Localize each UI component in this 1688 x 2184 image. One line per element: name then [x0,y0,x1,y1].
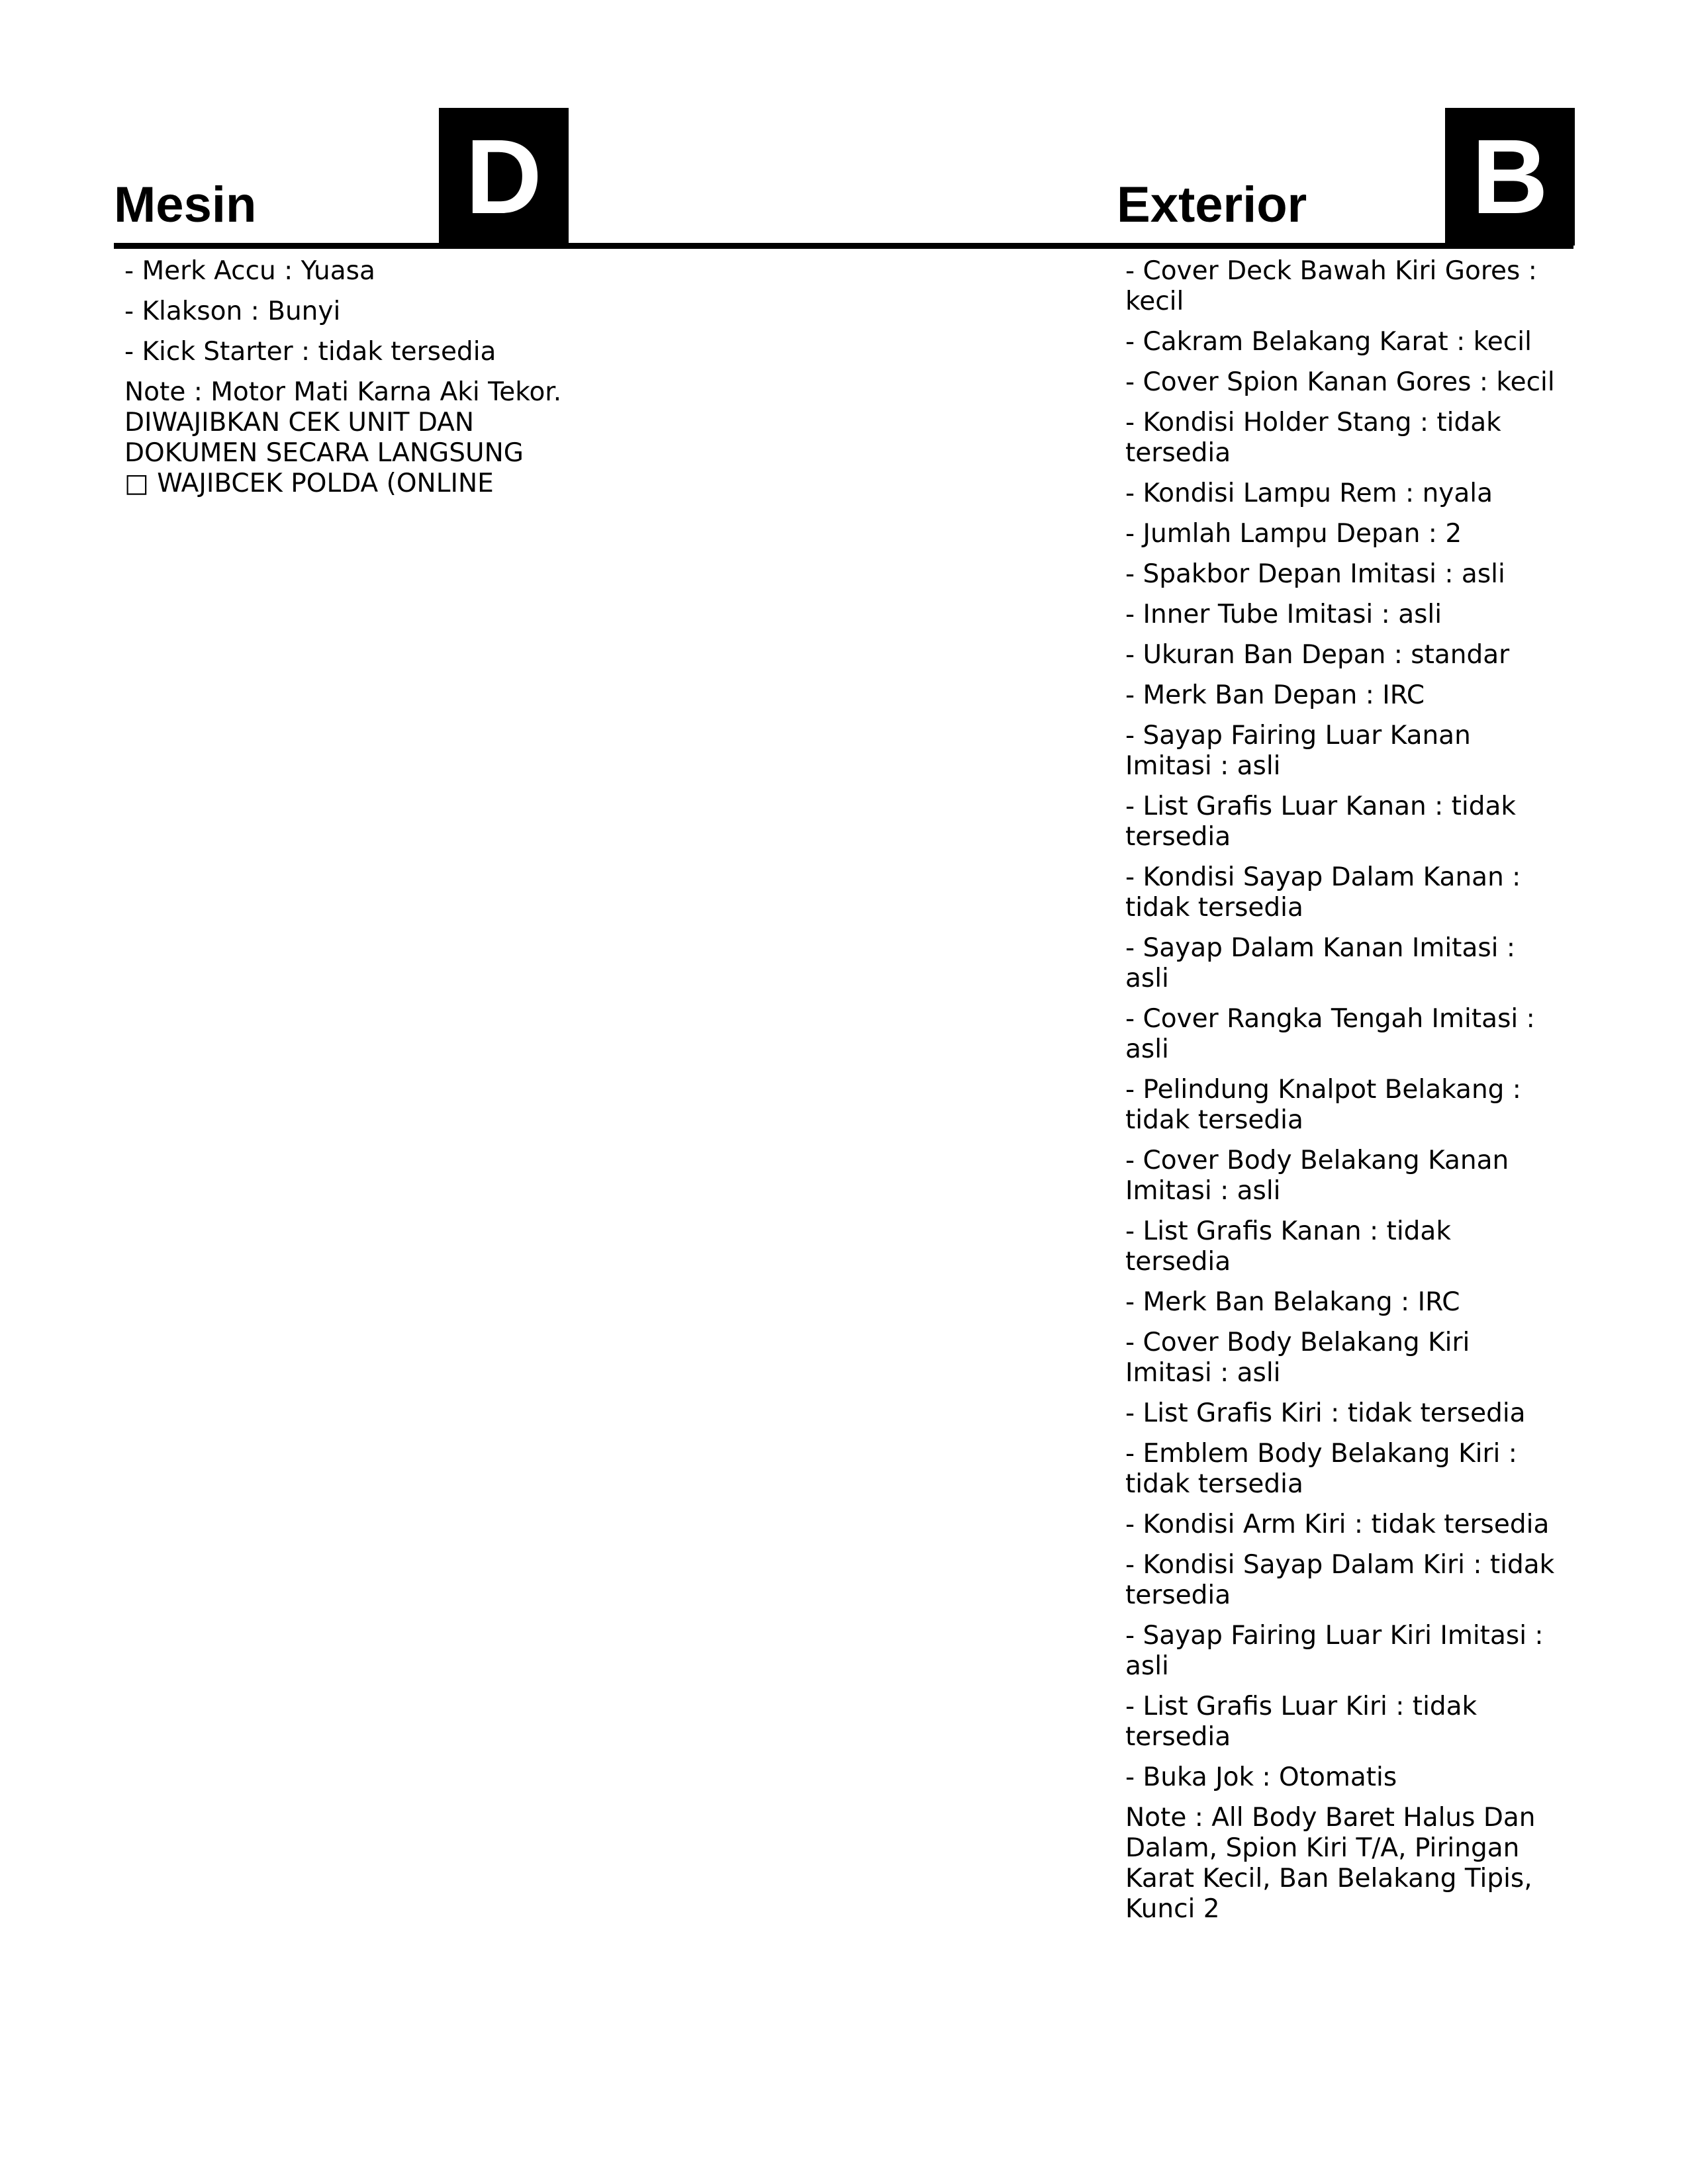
mesin-list-item: - Kick Starter : tidak tersedia [124,337,496,367]
exterior-list-item: - List Grafis Luar Kanan : tidak tersedia [1125,792,1516,852]
mesin-grade-badge: D [439,108,569,246]
exterior-section-title: Exterior [1117,177,1307,233]
mesin-list-item: - Merk Accu : Yuasa [124,256,375,286]
exterior-list-item: - Kondisi Holder Stang : tidak tersedia [1125,408,1501,468]
exterior-list-item: - Kondisi Sayap Dalam Kiri : tidak tersedia [1125,1550,1555,1610]
exterior-list-item: - Cover Body Belakang Kiri Imitasi : asli [1125,1328,1470,1388]
exterior-list-item: - Merk Ban Belakang : IRC [1125,1287,1460,1317]
exterior-list-item: - Kondisi Arm Kiri : tidak tersedia [1125,1510,1550,1539]
exterior-list-item: - Cakram Belakang Karat : kecil [1125,327,1532,357]
exterior-list-item: - Sayap Fairing Luar Kiri Imitasi : asli [1125,1621,1544,1681]
exterior-list-item: - Ukuran Ban Depan : standar [1125,640,1510,670]
mesin-note: Note : Motor Mati Karna Aki Tekor. DIWAJIBKAN CEK UNIT DAN DOKUMEN SECARA LANGSUNG □ WAJIBCEK POLDA (ONLINE [124,377,562,498]
exterior-list-item: - List Grafis Kiri : tidak tersedia [1125,1398,1526,1428]
exterior-list-item: - Pelindung Knalpot Belakang : tidak tersedia [1125,1075,1521,1135]
exterior-note: Note : All Body Baret Halus Dan Dalam, Spion Kiri T/A, Piringan Karat Kecil, Ban Belakang Tipis, Kunci 2 [1125,1803,1536,1924]
exterior-list-item: - Jumlah Lampu Depan : 2 [1125,519,1462,549]
exterior-grade-badge: B [1445,108,1575,246]
exterior-list-item: - Spakbor Depan Imitasi : asli [1125,559,1505,589]
mesin-section-title: Mesin [114,177,257,233]
exterior-list-item: - Inner Tube Imitasi : asli [1125,600,1442,629]
exterior-list-item: - Kondisi Lampu Rem : nyala [1125,478,1493,508]
exterior-list-item: - Cover Rangka Tengah Imitasi : asli [1125,1004,1535,1064]
exterior-list-item: - Merk Ban Depan : IRC [1125,680,1425,710]
exterior-item-list [1125,256,1562,1934]
exterior-list-item: - List Grafis Kanan : tidak tersedia [1125,1216,1451,1277]
exterior-list-item: - Cover Spion Kanan Gores : kecil [1125,367,1555,397]
exterior-list-item: - Sayap Fairing Luar Kanan Imitasi : asli [1125,721,1471,781]
exterior-list-item: - Sayap Dalam Kanan Imitasi : asli [1125,933,1516,993]
mesin-list-item: - Klakson : Bunyi [124,296,341,326]
exterior-list-item: - Buka Jok : Otomatis [1125,1762,1397,1792]
header-rule [114,243,1573,249]
exterior-list-item: - Cover Body Belakang Kanan Imitasi : asli [1125,1146,1509,1206]
exterior-list-item: - Kondisi Sayap Dalam Kanan : tidak tersedia [1125,862,1521,923]
exterior-list-item: - Emblem Body Belakang Kiri : tidak tersedia [1125,1439,1517,1499]
exterior-list-item: - Cover Deck Bawah Kiri Gores : kecil [1125,256,1537,316]
exterior-list-item: - List Grafis Luar Kiri : tidak tersedia [1125,1692,1477,1752]
mesin-item-list [124,256,581,509]
